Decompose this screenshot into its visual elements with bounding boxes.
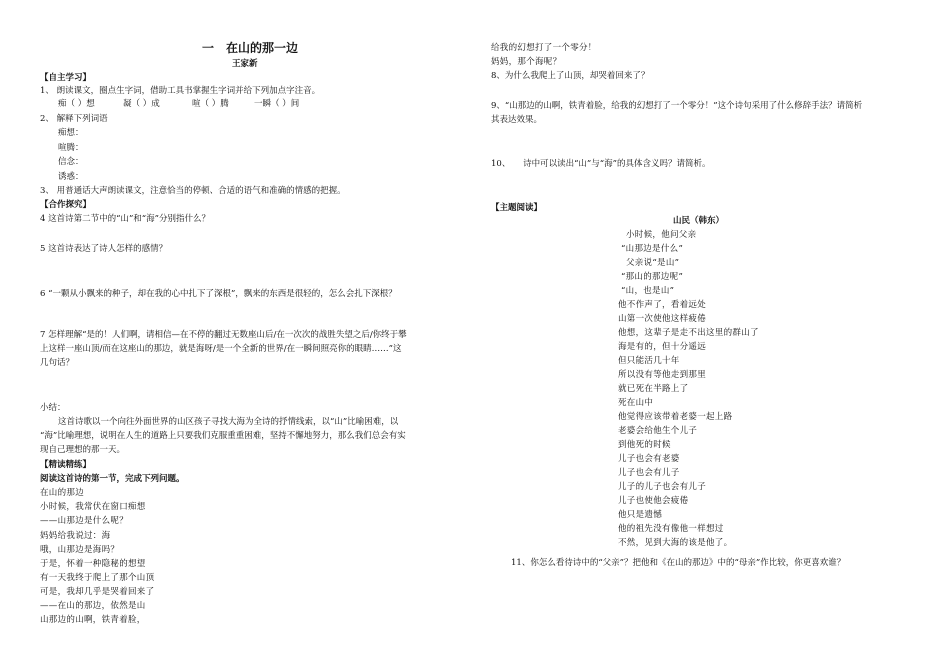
right-column xyxy=(475,0,950,671)
section-close-reading: 【精读精练】 xyxy=(40,460,92,470)
question-8: 8、为什么我爬上了山顶，却哭着回来了？ xyxy=(491,71,650,81)
poem-line: 在山的那边 xyxy=(40,488,85,498)
question-7-line: 上这样一座山顶/而在这座山的那边，就是海呀/是一个全新的世界/在一瞬间照亮你的眼睛……”这 xyxy=(40,344,402,354)
author-name: 王家新 xyxy=(232,59,258,69)
poem2-line: “山那边是什么” xyxy=(621,244,684,254)
question-7-line: 7 怎样理解“是的！人们啊，请相信—在不停的翻过无数座山后/在一次次的战胜失望之后/你终于攀 xyxy=(40,330,407,340)
section-explore: 【合作探究】 xyxy=(40,200,92,210)
poem2-line: 就已死在半路上了 xyxy=(618,384,689,394)
q2-term: 喧腾： xyxy=(58,143,84,153)
poem2-line: “那山的那边呢” xyxy=(621,272,684,282)
question-7-line: 几句话？ xyxy=(40,358,75,368)
poem2-line: “山，也是山” xyxy=(621,286,675,296)
poem2-line: 海是有的，但十分遥远 xyxy=(618,342,707,352)
poem2-line: 儿子也使他会疲倦 xyxy=(618,496,689,506)
poem-line: 妈妈给我说过：海 xyxy=(40,531,111,541)
poem2-line: 小时候，他问父亲 xyxy=(626,230,697,240)
q2-term: 痴想： xyxy=(58,128,84,138)
poem-line: 妈妈，那个海呢？ xyxy=(491,57,562,67)
q1-word: 喧（ ）腾 xyxy=(192,99,229,109)
poem2-line: 他不作声了，看着远处 xyxy=(618,300,707,310)
question-9-line: 9、“山那边的山啊，铁青着脸，给我的幻想打了一个零分！”这个诗句采用了什么修辞手法？请简析 xyxy=(491,101,863,111)
section-theme-reading: 【主题阅读】 xyxy=(491,203,543,213)
poem-line: 山那边的山啊，铁青着脸， xyxy=(40,615,146,625)
poem2-line: 山第一次使他这样疲倦 xyxy=(618,314,707,324)
question-6: 6 “一颗从小飘来的种子，却在我的心中扎下了深根”，飘来的东西是很轻的，怎么会扎下深根？ xyxy=(40,289,397,299)
section-self-study: 【自主学习】 xyxy=(40,73,92,83)
question-4: 4 这首诗第二节中的“山”和“海”分别指什么？ xyxy=(40,214,210,224)
question-5: 5 这首诗表达了诗人怎样的感情？ xyxy=(40,244,168,254)
q1-word: 一瞬（ ）间 xyxy=(254,99,300,109)
question-2: 2、 解释下列词语 xyxy=(40,114,108,124)
summary-line: “海”比喻理想，说明在人生的道路上只要我们克服重重困难，坚持不懈地努力，那么我们总会有实 xyxy=(40,431,406,441)
summary-line: 这首诗歌以一个向往外面世界的山区孩子寻找大海为全诗的抒情线索，以“山”比喻困难，以 xyxy=(58,417,399,427)
question-3: 3、 用普通话大声朗读课文，注意恰当的停顿、合适的语气和准确的情感的把握。 xyxy=(40,186,346,196)
summary-line: 现自己理想的那一天。 xyxy=(40,445,126,455)
poem2-line: 儿子的儿子也会有儿子 xyxy=(618,482,707,492)
q2-term: 诱惑： xyxy=(58,172,84,182)
q1-word: 痴（ ）想 xyxy=(58,99,95,109)
poem2-line: 儿子也会有儿子 xyxy=(618,468,680,478)
poem2-line: 但只能活几十年 xyxy=(618,356,680,366)
poem-line: 可是，我却几乎是哭着回来了 xyxy=(40,587,155,597)
q1-word: 凝（ ）成 xyxy=(123,99,160,109)
question-10: 10、 诗中可以读出“山”与“海”的具体含义吗？请简析。 xyxy=(491,159,711,169)
summary-label: 小结： xyxy=(40,403,66,413)
poem2-line: 他想，这辈子是走不出这里的群山了 xyxy=(618,328,759,338)
question-9-line: 其表达效果。 xyxy=(491,115,543,125)
poem-line: 哦，山那边是海吗？ xyxy=(40,545,120,555)
poem2-title: 山民（韩东） xyxy=(673,216,725,226)
lesson-title: 一 在山的那一边 xyxy=(202,41,299,55)
q2-term: 信念： xyxy=(58,157,84,167)
poem-line: ——在山的那边，依然是山 xyxy=(40,601,146,611)
poem-line: 有一天我终于爬上了那个山顶 xyxy=(40,573,155,583)
question-1: 1、 朗读课文，圈点生字词，借助工具书掌握生字词并给下列加点字注音。 xyxy=(40,86,321,96)
poem-line: 于是，怀着一种隐秘的想望 xyxy=(40,559,146,569)
poem2-line: 老婆会给他生个儿子 xyxy=(618,426,698,436)
poem2-line: 儿子也会有老婆 xyxy=(618,454,680,464)
poem-line: ——山那边是什么呢？ xyxy=(40,516,129,526)
question-11: 11、你怎么看待诗中的“父亲”？把他和《在山的那边》中的“母亲”作比较，你更喜欢谁？ xyxy=(511,558,846,568)
poem2-line: 死在山中 xyxy=(618,398,654,408)
poem2-line: 他只是遗憾 xyxy=(618,510,663,520)
poem2-line: 不然，见到大海的该是他了。 xyxy=(618,538,733,548)
poem-line: 小时候，我常伏在窗口痴想 xyxy=(40,502,146,512)
poem2-line: 到他死的时候 xyxy=(618,440,671,450)
poem-line: 给我的幻想打了一个零分！ xyxy=(491,43,597,53)
close-reading-intro: 阅读这首诗的第一节，完成下列问题。 xyxy=(40,474,185,484)
poem2-line: 他的祖先没有像他一样想过 xyxy=(618,524,724,534)
poem2-line: 所以没有等他走到那里 xyxy=(618,370,707,380)
poem2-line: 他觉得应该带着老婆一起上路 xyxy=(618,412,733,422)
poem2-line: 父亲说“是山” xyxy=(626,258,680,268)
